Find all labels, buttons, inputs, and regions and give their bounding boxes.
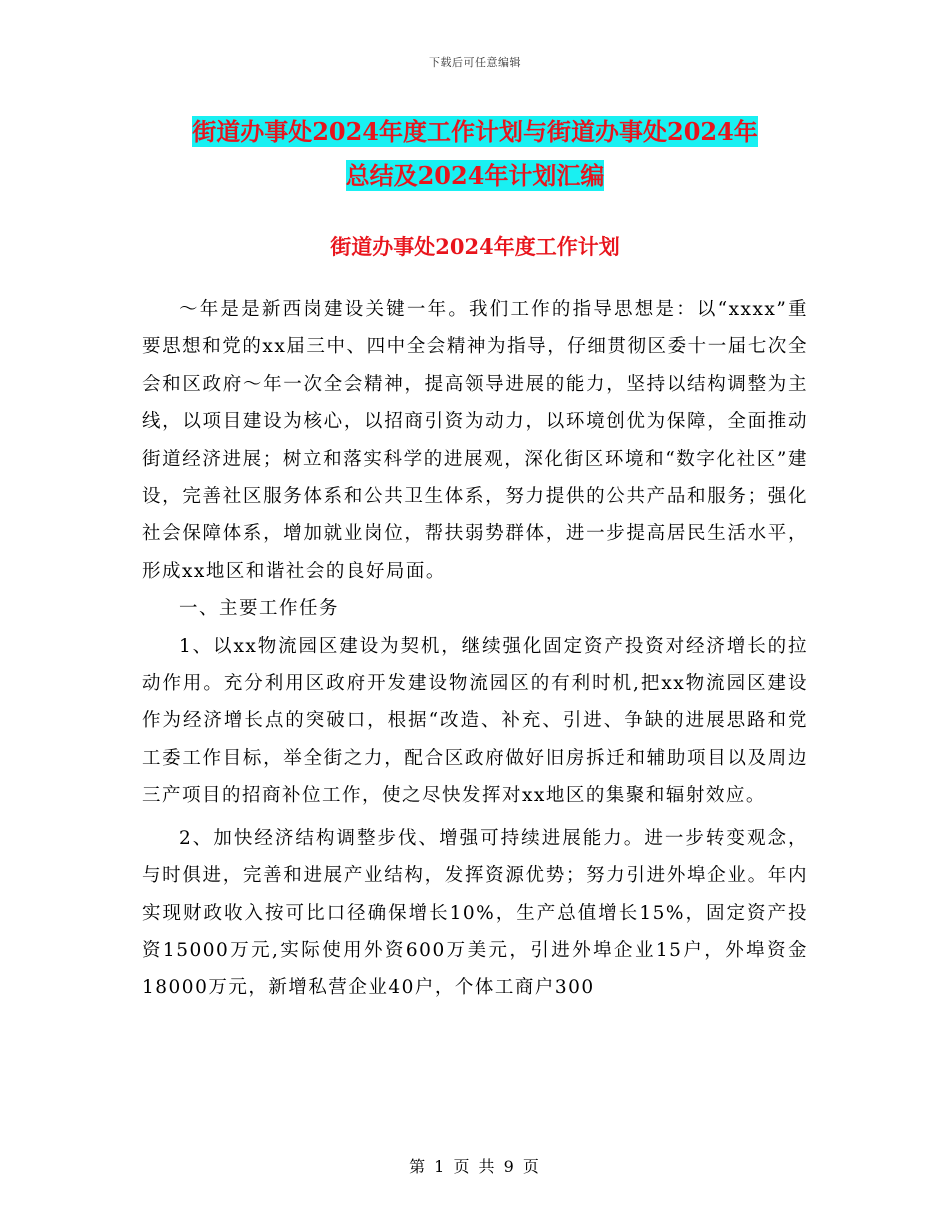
document-title — [150, 110, 800, 198]
document-body — [142, 291, 808, 1007]
paragraph-intro: ～年是是新西岗建设关键一年。我们工作的指导思想是：以“xxxx”重要思想和党的xx届三中、四中全会精神为指导，仔细贯彻区委十一届七次全会和区政府～年一次全会精神，提高领导进展的能力，坚持以结构调整为主线，以项目建设为核心，以招商引资为动力，以环境创优为保障，全面推动街道经济进展；树立和落实科学的进展观，深化街区环境和“数字化社区”建设，完善社区服务体系和公共卫生体系，努力提供的公共产品和服务；强化社会保障体系，增加就业岗位，帮扶弱势群体，进一步提高居民生活水平，形成xx地区和谐社会的良好局面。 — [142, 299, 808, 582]
document-title-line-2: 总结及2024年计划汇编 — [345, 161, 605, 190]
paragraph-task-2: 2、加快经济结构调整步伐、增强可持续进展能力。进一步转变观念，与时俱进，完善和进展产业结构，发挥资源优势；努力引进外埠企业。年内实现财政收入按可比口径确保增长10%，生产总值增长15%，固定资产投资15000万元,实际使用外资600万美元，引进外埠企业15户，外埠资金18000万元，新增私营企业40户，个体工商户300 — [142, 827, 808, 999]
header-note: 下载后可任意编辑 — [429, 56, 521, 69]
document-title-line-1: 街道办事处2024年度工作计划与街道办事处2024年 — [192, 117, 758, 146]
paragraph-heading-main-tasks: 一、主要工作任务 — [179, 598, 340, 620]
paragraph-task-1: 1、以xx物流园区建设为契机，继续强化固定资产投资对经济增长的拉动作用。充分利用区政府开发建设物流园区的有利时机,把xx物流园区建设作为经济增长点的突破口，根据“改造、补充、引进、争缺的进展思路和党工委工作目标，举全街之力，配合区政府做好旧房拆迁和辅助项目以及周边三产项目的招商补位工作，使之尽快发挥对xx地区的集聚和辐射效应。 — [142, 635, 808, 807]
page-number-footer: 第 1 页 共 9 页 — [409, 1157, 541, 1176]
section-title: 街道办事处2024年度工作计划 — [330, 234, 620, 259]
